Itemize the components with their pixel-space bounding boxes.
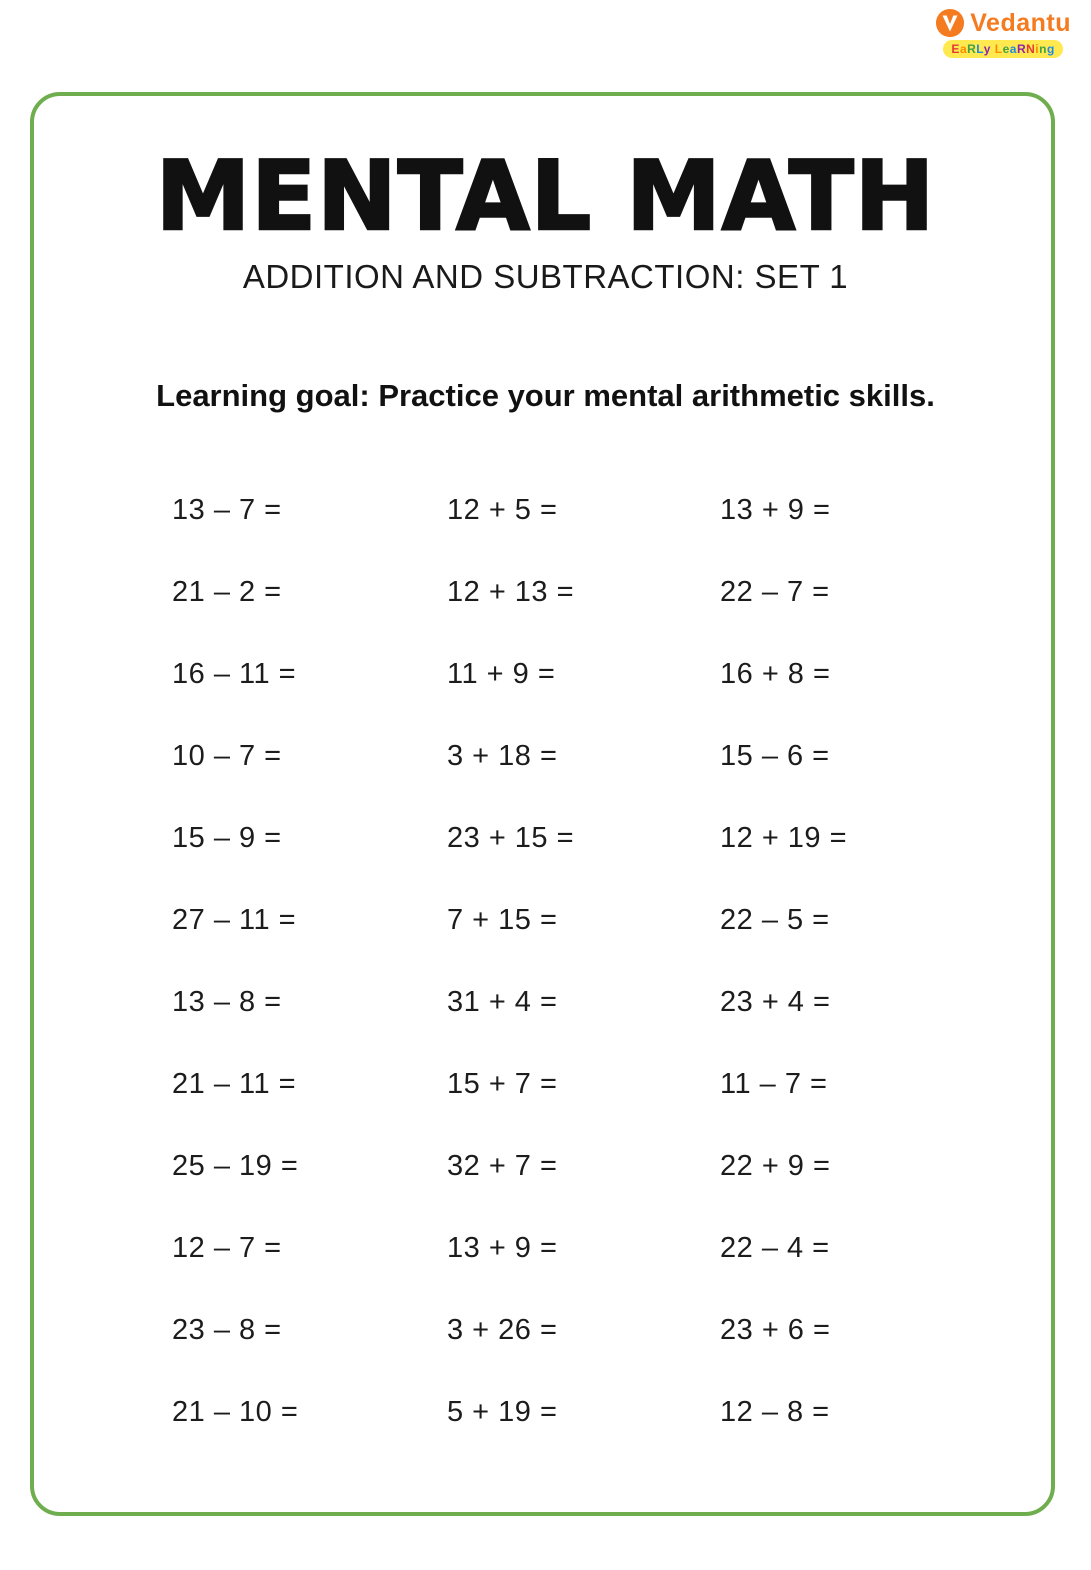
problem-item: 23 + 6 = — [720, 1313, 831, 1346]
problem-item: 3 + 18 = — [447, 739, 558, 772]
problem-item: 23 + 15 = — [447, 821, 575, 854]
problem-item: 31 + 4 = — [447, 985, 558, 1018]
problem-item: 12 – 8 = — [720, 1395, 830, 1428]
problem-item: 10 – 7 = — [172, 739, 282, 772]
problem-item: 15 – 6 = — [720, 739, 830, 772]
problem-item: 13 – 7 = — [172, 493, 282, 526]
problem-item: 23 + 4 = — [720, 985, 831, 1018]
brand-name: Vedantu — [970, 8, 1071, 37]
problem-item: 27 – 11 = — [172, 903, 297, 936]
brand-tagline: EaRLy LeaRNing — [943, 40, 1062, 58]
page-title: MENTAL MATH — [155, 142, 936, 252]
problem-item: 12 + 19 = — [720, 821, 848, 854]
problem-item: 13 – 8 = — [172, 985, 282, 1018]
problem-item: 11 + 9 = — [447, 657, 556, 690]
problem-item: 13 + 9 = — [447, 1231, 558, 1264]
problem-item: 7 + 15 = — [447, 903, 558, 936]
problem-item: 32 + 7 = — [447, 1149, 558, 1182]
problem-item: 21 – 2 = — [172, 575, 282, 608]
problem-item: 25 – 19 = — [172, 1149, 299, 1182]
page-subtitle: ADDITION AND SUBTRACTION: SET 1 — [242, 258, 849, 295]
problem-item: 12 – 7 = — [172, 1231, 282, 1264]
problem-item: 22 – 5 = — [720, 903, 830, 936]
vedantu-v-icon — [935, 8, 965, 38]
problems-grid — [172, 469, 847, 1453]
problem-item: 22 – 4 = — [720, 1231, 830, 1264]
problem-item: 11 – 7 = — [720, 1067, 828, 1100]
problem-item: 16 – 11 = — [172, 657, 297, 690]
problem-item: 15 – 9 = — [172, 821, 282, 854]
problem-item: 13 + 9 = — [720, 493, 831, 526]
problem-item: 3 + 26 = — [447, 1313, 558, 1346]
problem-item: 21 – 11 = — [172, 1067, 297, 1100]
learning-goal: Learning goal: Practice your mental arithmetic skills. — [156, 378, 935, 413]
problem-item: 12 + 5 = — [447, 493, 558, 526]
problem-item: 22 – 7 = — [720, 575, 830, 608]
vedantu-logo — [935, 8, 1071, 58]
problem-item: 15 + 7 = — [447, 1067, 558, 1100]
problem-item: 5 + 19 = — [447, 1395, 558, 1428]
problem-item: 12 + 13 = — [447, 575, 575, 608]
problem-item: 23 – 8 = — [172, 1313, 282, 1346]
problem-item: 22 + 9 = — [720, 1149, 831, 1182]
problem-item: 16 + 8 = — [720, 657, 831, 690]
problem-item: 21 – 10 = — [172, 1395, 299, 1428]
